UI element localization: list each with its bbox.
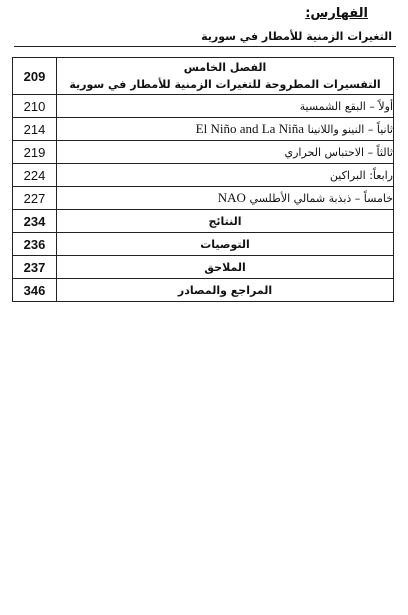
toc-section-title: المراجع والمصادر xyxy=(57,279,394,302)
toc-section-title: الملاحق xyxy=(57,256,394,279)
toc-row xyxy=(13,187,394,210)
header-divider xyxy=(14,46,396,47)
toc-row-chapter xyxy=(13,58,394,95)
toc-entry-title xyxy=(57,95,394,118)
toc-entry-title xyxy=(57,187,394,210)
toc-row-section xyxy=(13,210,394,233)
toc-page-number: 214 xyxy=(13,118,57,141)
toc-entry-text: خامساً – ذبذبة شمالي الأطلسي xyxy=(249,192,393,205)
toc-chapter-cell xyxy=(57,58,394,95)
chapter-heading: الفصل الخامس xyxy=(183,60,267,74)
toc-row xyxy=(13,118,394,141)
running-title: التغيرات الزمنية للأمطار في سورية xyxy=(201,30,392,43)
toc-entry-latin: NAO xyxy=(217,190,246,205)
toc-page-number: 346 xyxy=(13,279,57,302)
toc-page-number: 209 xyxy=(13,58,57,95)
toc-row xyxy=(13,141,394,164)
toc-row-section xyxy=(13,256,394,279)
toc-row xyxy=(13,95,394,118)
toc-section-title: التوصيات xyxy=(57,233,394,256)
toc-entry-text: ثانياً – النينو واللانينا xyxy=(307,123,393,136)
toc-entry-latin: El Niño and La Niña xyxy=(195,121,304,136)
index-heading: الفهارس: xyxy=(305,6,368,21)
toc-page-number: 237 xyxy=(13,256,57,279)
toc-page-number: 236 xyxy=(13,233,57,256)
toc-row-section xyxy=(13,233,394,256)
toc-page-number: 210 xyxy=(13,95,57,118)
toc-entry-text: أولاً – البقع الشمسية xyxy=(299,99,393,113)
toc-row xyxy=(13,164,394,187)
toc-entry-title xyxy=(57,118,394,141)
toc-page-number: 234 xyxy=(13,210,57,233)
toc-table xyxy=(12,57,394,302)
toc-entry-text: ثالثاً – الاحتباس الحراري xyxy=(284,145,393,159)
toc-page-number: 219 xyxy=(13,141,57,164)
chapter-subtitle: التفسيرات المطروحة للتغيرات الزمنية للأمطار في سورية xyxy=(69,77,381,91)
toc-section-title: النتائج xyxy=(57,210,394,233)
toc-page-number: 227 xyxy=(13,187,57,210)
toc-entry-title xyxy=(57,141,394,164)
toc-row-section xyxy=(13,279,394,302)
toc-entry-title xyxy=(57,164,394,187)
toc-page-number: 224 xyxy=(13,164,57,187)
toc-entry-text: رابعاً: البراكين xyxy=(329,168,393,182)
